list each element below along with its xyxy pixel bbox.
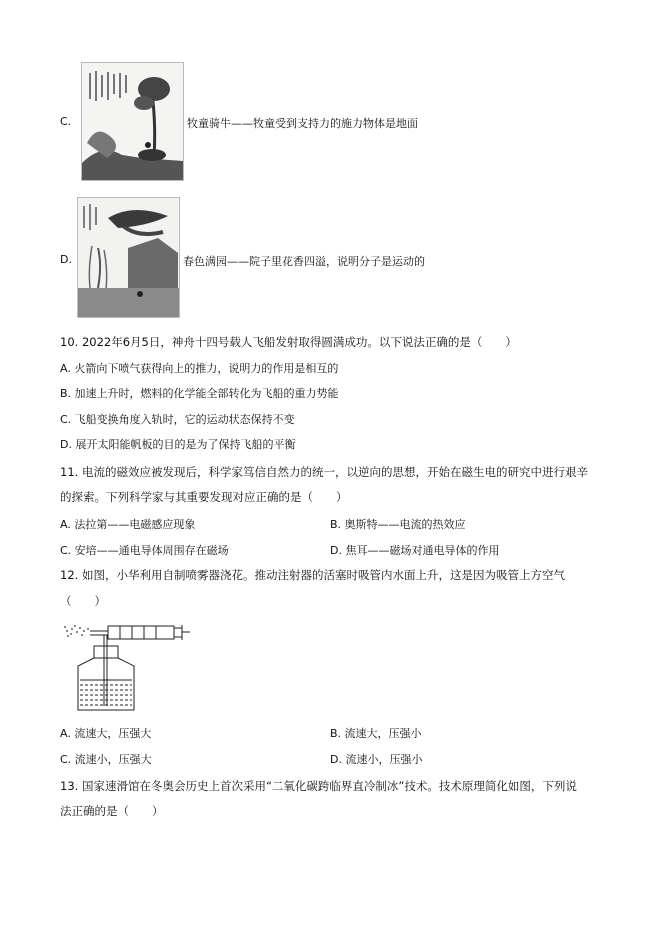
question-10-option-a: A. 火箭向下喷气获得向上的推力，说明力的作用是相互的 [60,362,339,375]
question-10-stem: 10. 2022年6月5日，神舟十四号载人飞船发射取得圆满成功。以下说法正确的是（ ） [60,335,517,349]
question-12-option-b: B. 流速大，压强小 [330,727,422,740]
question-11-option-b: B. 奥斯特——电流的热效应 [330,518,466,531]
herdboy-painting-image [81,62,184,181]
question-11-option-c: C. 安培——通电导体周围存在磁场 [60,544,229,557]
question-12-option-d: D. 流速小，压强小 [330,753,423,766]
question-11-option-d: D. 焦耳——磁场对通电导体的作用 [330,544,500,557]
question-13-stem-line1: 13. 国家速滑馆在冬奥会历史上首次采用“二氧化碳跨临界直冷制冰”技术。技术原理简化如图，下列说 [60,779,577,793]
option-c-label: C. [60,115,72,128]
question-12-option-c: C. 流速小，压强大 [60,753,152,766]
question-13-stem-line2: 法正确的是（ ） [60,804,164,818]
question-10-option-c: C. 飞船变换角度入轨时，它的运动状态保持不变 [60,413,295,426]
question-11-option-a: A. 法拉第——电磁感应现象 [60,518,196,531]
question-12-stem-line1: 12. 如图，小华利用自制喷雾器浇花。推动注射器的活塞时吸管内水面上升，这是因为吸管上方空气 [60,568,565,582]
question-10-option-d: D. 展开太阳能帆板的目的是为了保持飞船的平衡 [60,438,296,451]
option-c-text: 牧童骑牛——牧童受到支持力的施力物体是地面 [187,117,418,130]
question-11-stem-line1: 11. 电流的磁效应被发现后，科学家笃信自然力的统一，以逆向的思想，开始在磁生电的研究中进行艰辛 [60,465,588,479]
spring-garden-painting-image [77,197,180,318]
option-d-text: 春色满园——院子里花香四溢，说明分子是运动的 [183,255,425,268]
sprayer-diagram [62,620,192,712]
question-11-stem-line2: 的探索。下列科学家与其重要发现对应正确的是（ ） [60,490,348,504]
question-12-option-a: A. 流速大，压强大 [60,727,152,740]
option-d-label: D. [60,253,72,266]
question-10-option-b: B. 加速上升时，燃料的化学能全部转化为飞船的重力势能 [60,387,339,400]
question-12-stem-line2: （ ） [60,594,106,608]
